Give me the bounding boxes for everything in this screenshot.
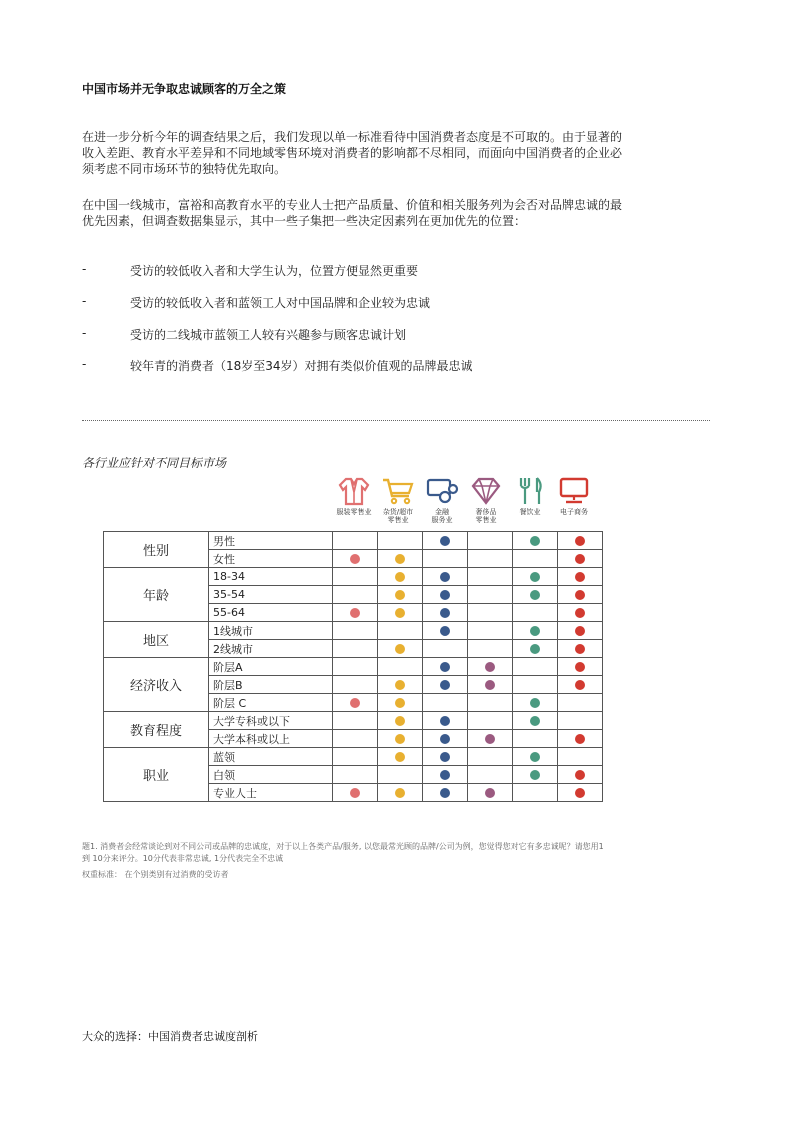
loyalty-dot (395, 554, 405, 564)
segment-label: 大学专科或以下 (209, 712, 333, 730)
loyalty-dot (395, 644, 405, 654)
mark-cell (468, 766, 513, 784)
mark-cell (333, 622, 378, 640)
segment-label: 阶层A (209, 658, 333, 676)
mark-cell (423, 766, 468, 784)
industry-header (419, 476, 465, 524)
loyalty-dot (485, 734, 495, 744)
mark-cell (378, 568, 423, 586)
mark-cell (333, 730, 378, 748)
mark-cell (513, 622, 558, 640)
mark-cell (513, 748, 558, 766)
mark-cell (423, 784, 468, 802)
mark-cell (468, 568, 513, 586)
mark-cell (558, 622, 603, 640)
mark-cell (468, 532, 513, 550)
finance-icon (419, 476, 465, 506)
loyalty-dot (440, 626, 450, 636)
mark-cell (333, 748, 378, 766)
loyalty-dot (395, 788, 405, 798)
mark-cell (333, 604, 378, 622)
loyalty-dot (395, 716, 405, 726)
page-footer: 大众的选择：中国消费者忠诚度剖析 (82, 1030, 258, 1043)
mark-cell (468, 640, 513, 658)
mark-cell (333, 568, 378, 586)
loyalty-dot (575, 680, 585, 690)
industry-header (507, 476, 553, 516)
mark-cell (513, 784, 558, 802)
mark-cell (513, 712, 558, 730)
loyalty-dot (575, 590, 585, 600)
mark-cell (378, 532, 423, 550)
bullet-dash: - (82, 357, 87, 371)
bullet-text: 较年青的消费者（18岁至34岁）对拥有类似价值观的品牌最忠诚 (130, 359, 473, 373)
category-cell: 教育程度 (104, 712, 209, 748)
loyalty-dot (395, 752, 405, 762)
loyalty-matrix-table (103, 531, 603, 802)
mark-cell (378, 586, 423, 604)
loyalty-dot (530, 770, 540, 780)
loyalty-dot (485, 788, 495, 798)
loyalty-dot (575, 662, 585, 672)
mark-cell (378, 604, 423, 622)
loyalty-dot (440, 734, 450, 744)
mark-cell (468, 712, 513, 730)
category-cell: 经济收入 (104, 658, 209, 712)
bullet-text: 受访的较低收入者和大学生认为，位置方便显然更重要 (130, 264, 419, 278)
segment-label: 18-34 (209, 568, 333, 586)
mark-cell (468, 658, 513, 676)
tier1-paragraph: 在中国一线城市，富裕和高教育水平的专业人士把产品质量、价值和相关服务列为会否对品牌忠诚的最优先因素，但调查数据集显示，其中一些子集把一些决定因素列在更加优先的位置： (82, 198, 623, 228)
cutlery-icon (507, 476, 553, 506)
industry-label: 杂货/超市 零售业 (382, 508, 414, 524)
mark-cell (558, 586, 603, 604)
loyalty-dot (530, 590, 540, 600)
mark-cell (468, 550, 513, 568)
loyalty-dot (485, 680, 495, 690)
loyalty-dot (440, 752, 450, 762)
category-cell: 性别 (104, 532, 209, 568)
segment-label: 男性 (209, 532, 333, 550)
loyalty-dot (575, 608, 585, 618)
cart-icon (375, 476, 421, 506)
segment-label: 女性 (209, 550, 333, 568)
segment-label: 35-54 (209, 586, 333, 604)
table-row (104, 532, 603, 550)
loyalty-dot (440, 572, 450, 582)
mark-cell (558, 604, 603, 622)
mark-cell (333, 712, 378, 730)
category-cell: 地区 (104, 622, 209, 658)
mark-cell (423, 640, 468, 658)
loyalty-dot (575, 644, 585, 654)
mark-cell (378, 622, 423, 640)
mark-cell (423, 748, 468, 766)
mark-cell (468, 676, 513, 694)
loyalty-dot (485, 662, 495, 672)
mark-cell (423, 550, 468, 568)
mark-cell (558, 676, 603, 694)
mark-cell (513, 568, 558, 586)
mark-cell (333, 586, 378, 604)
mark-cell (333, 694, 378, 712)
mark-cell (468, 784, 513, 802)
segment-label: 阶层B (209, 676, 333, 694)
loyalty-dot (350, 698, 360, 708)
mark-cell (378, 658, 423, 676)
bullet-text: 受访的二线城市蓝领工人较有兴趣参与顾客忠诚计划 (130, 328, 407, 342)
mark-cell (558, 766, 603, 784)
mark-cell (558, 748, 603, 766)
loyalty-dot (395, 590, 405, 600)
mark-cell (513, 640, 558, 658)
industry-header (463, 476, 509, 524)
mark-cell (423, 604, 468, 622)
mark-cell (423, 730, 468, 748)
mark-cell (513, 730, 558, 748)
loyalty-dot (575, 554, 585, 564)
mark-cell (423, 532, 468, 550)
mark-cell (333, 766, 378, 784)
mark-cell (423, 676, 468, 694)
mark-cell (468, 586, 513, 604)
loyalty-dot (575, 770, 585, 780)
mark-cell (378, 730, 423, 748)
mark-cell (378, 748, 423, 766)
mark-cell (333, 658, 378, 676)
mark-cell (333, 784, 378, 802)
bullet-text: 受访的较低收入者和蓝领工人对中国品牌和企业较为忠诚 (130, 296, 431, 310)
clothing-icon (331, 476, 377, 506)
mark-cell (513, 694, 558, 712)
industry-label: 电子商务 (560, 508, 588, 516)
mark-cell (423, 658, 468, 676)
segment-label: 1线城市 (209, 622, 333, 640)
mark-cell (558, 784, 603, 802)
loyalty-dot (575, 536, 585, 546)
intro-paragraph: 在进一步分析今年的调查结果之后，我们发现以单一标准看待中国消费者态度是不可取的。由于显著的收入差距、教育水平差异和不同地域零售环境对消费者的影响都不尽相同，而面向中国消费者的企业必须考虑不同市场环节的独特优先取向。 (82, 130, 623, 176)
loyalty-dot (440, 680, 450, 690)
mark-cell (333, 532, 378, 550)
mark-cell (333, 640, 378, 658)
mark-cell (513, 532, 558, 550)
loyalty-dot (440, 788, 450, 798)
loyalty-dot (350, 788, 360, 798)
loyalty-dot (350, 608, 360, 618)
dotted-divider (82, 420, 710, 421)
segment-label: 阶层 C (209, 694, 333, 712)
diamond-icon (463, 476, 509, 506)
loyalty-dot (575, 626, 585, 636)
segment-label: 专业人士 (209, 784, 333, 802)
loyalty-dot (440, 770, 450, 780)
loyalty-dot (395, 572, 405, 582)
mark-cell (513, 766, 558, 784)
mark-cell (558, 712, 603, 730)
mark-cell (378, 640, 423, 658)
section-title: 各行业应针对不同目标市场 (82, 456, 227, 470)
bullet-dash: - (82, 326, 87, 340)
loyalty-dot (350, 554, 360, 564)
mark-cell (468, 622, 513, 640)
segment-label: 2线城市 (209, 640, 333, 658)
loyalty-dot (530, 716, 540, 726)
mark-cell (423, 712, 468, 730)
mark-cell (468, 730, 513, 748)
category-cell: 职业 (104, 748, 209, 802)
loyalty-dot (395, 608, 405, 618)
table-row (104, 658, 603, 676)
mark-cell (558, 694, 603, 712)
mark-cell (558, 532, 603, 550)
segment-label: 大学本科或以上 (209, 730, 333, 748)
table-row (104, 748, 603, 766)
table-row (104, 568, 603, 586)
segment-label: 蓝领 (209, 748, 333, 766)
mark-cell (378, 550, 423, 568)
mark-cell (333, 550, 378, 568)
industry-label: 金融 服务业 (431, 508, 453, 524)
industry-header (331, 476, 377, 516)
loyalty-dot (530, 626, 540, 636)
industry-label: 服装零售业 (336, 508, 372, 516)
industry-header (551, 476, 597, 516)
loyalty-dot (575, 734, 585, 744)
loyalty-dot (530, 572, 540, 582)
loyalty-dot (440, 608, 450, 618)
mark-cell (378, 766, 423, 784)
mark-cell (558, 640, 603, 658)
mark-cell (423, 694, 468, 712)
mark-cell (513, 604, 558, 622)
loyalty-dot (440, 536, 450, 546)
mark-cell (468, 694, 513, 712)
mark-cell (558, 568, 603, 586)
loyalty-dot (530, 752, 540, 762)
mark-cell (378, 784, 423, 802)
loyalty-dot (575, 788, 585, 798)
industry-label: 餐饮业 (519, 508, 541, 516)
mark-cell (378, 676, 423, 694)
mark-cell (558, 550, 603, 568)
mark-cell (423, 568, 468, 586)
segment-label: 55-64 (209, 604, 333, 622)
loyalty-dot (395, 698, 405, 708)
loyalty-dot (440, 590, 450, 600)
table-row (104, 622, 603, 640)
loyalty-dot (395, 734, 405, 744)
loyalty-dot (440, 662, 450, 672)
mark-cell (378, 694, 423, 712)
industry-header (375, 476, 421, 524)
mark-cell (468, 748, 513, 766)
loyalty-dot (575, 572, 585, 582)
loyalty-dot (530, 698, 540, 708)
mark-cell (558, 730, 603, 748)
category-cell: 年龄 (104, 568, 209, 622)
mark-cell (468, 604, 513, 622)
computer-icon (551, 476, 597, 506)
bullet-dash: - (82, 294, 87, 308)
mark-cell (333, 676, 378, 694)
mark-cell (513, 676, 558, 694)
page-title: 中国市场并无争取忠诚顾客的万全之策 (82, 82, 287, 96)
mark-cell (513, 586, 558, 604)
mark-cell (423, 586, 468, 604)
mark-cell (513, 658, 558, 676)
loyalty-dot (530, 536, 540, 546)
mark-cell (558, 658, 603, 676)
industry-label: 奢侈品 零售业 (475, 508, 497, 524)
footnote-weighting: 权重标准： 在个别类别有过消费的受访者 (82, 870, 229, 879)
loyalty-dot (440, 716, 450, 726)
segment-label: 白领 (209, 766, 333, 784)
loyalty-dot (395, 680, 405, 690)
loyalty-dot (530, 644, 540, 654)
mark-cell (423, 622, 468, 640)
mark-cell (513, 550, 558, 568)
table-row (104, 712, 603, 730)
mark-cell (378, 712, 423, 730)
bullet-dash: - (82, 262, 87, 276)
footnote-question: 题1. 消费者会经常谈论到对不同公司或品牌的忠诚度，对于以上各类产品/服务, 以您最常光顾的品牌/公司为例，您觉得您对它有多忠诚呢？请您用1 到 10分来评分。10分代表非常忠诚, 1分代表完全不忠诚 (82, 842, 604, 863)
